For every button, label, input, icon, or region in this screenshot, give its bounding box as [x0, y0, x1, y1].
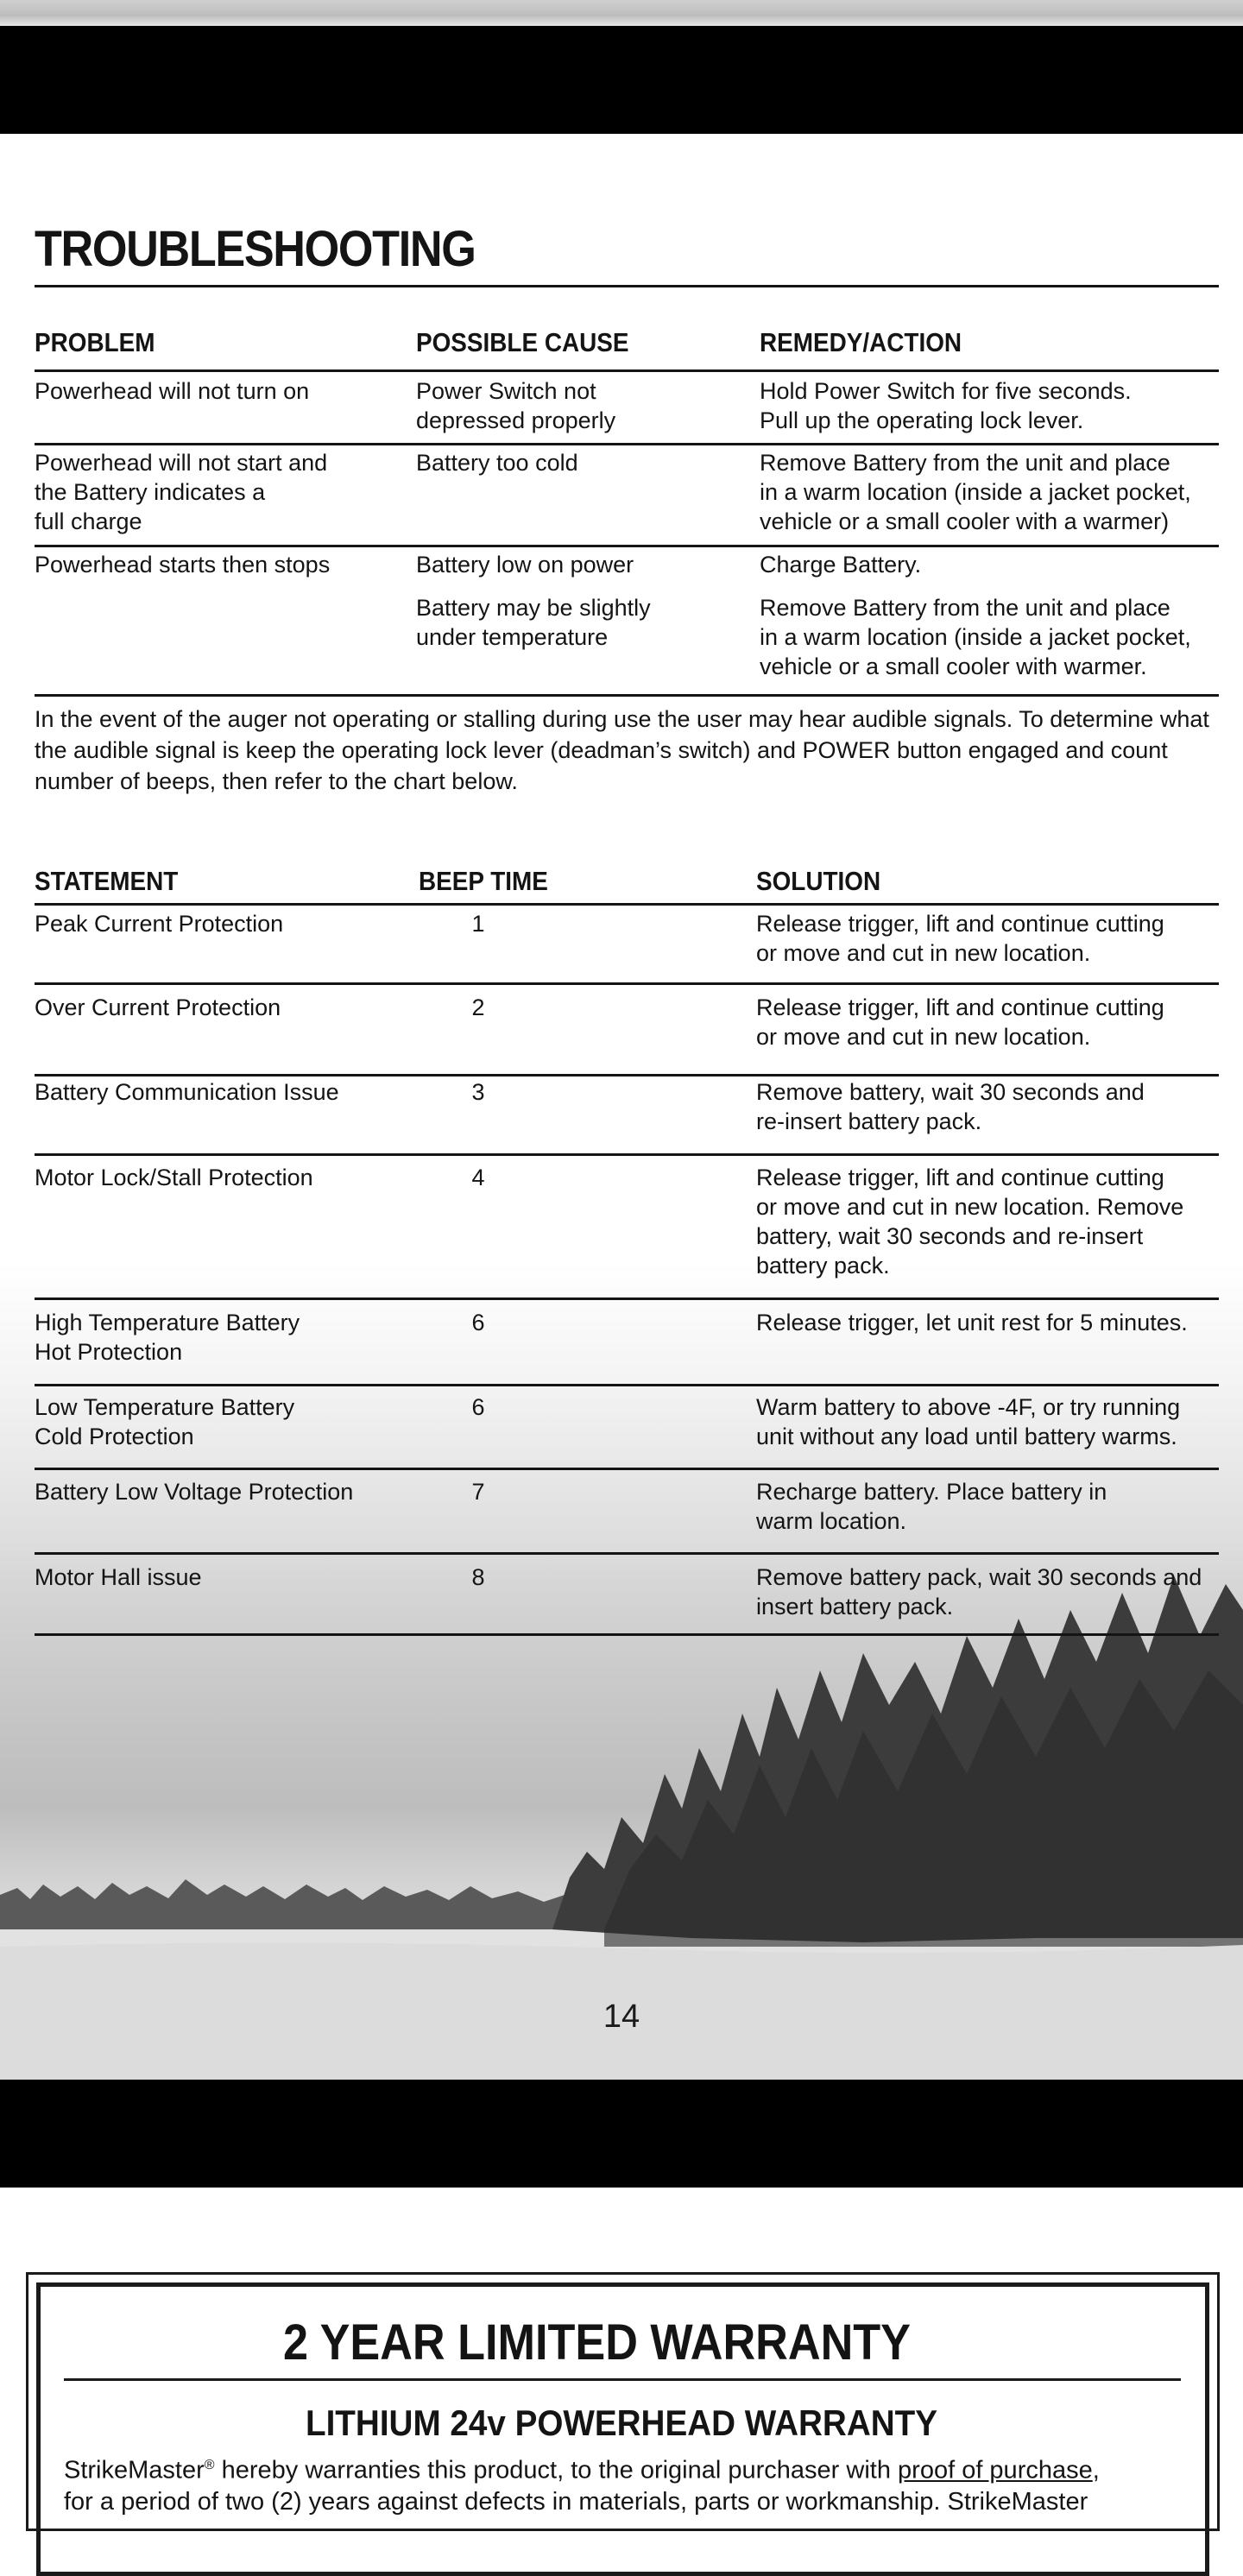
table-rule [35, 369, 1219, 372]
remedy-cell: Remove Battery from the unit and place in a warm location (inside a jacket pocket, vehicle or a small cooler with warmer. [760, 595, 1191, 679]
problem-cell: Powerhead will not turn on [35, 378, 310, 404]
warranty-line-2: for a period of two (2) years against defects in materials, parts or workmanship. StrikeMaster [64, 2487, 1088, 2516]
cause-cell: Battery too cold [416, 450, 578, 476]
table-rule [35, 903, 1219, 906]
page-number: 14 [603, 1998, 640, 2035]
table-rule [35, 1552, 1219, 1555]
cause-cell: Battery may be slightly under temperature [416, 595, 651, 650]
remedy-cell: Remove Battery from the unit and place in a warm location (inside a jacket pocket, vehicle or a small cooler with a warmer) [760, 450, 1191, 534]
beep-count: 6 [471, 1310, 485, 1335]
table-rule [35, 1153, 1219, 1156]
solution-cell: Remove battery pack, wait 30 seconds and insert battery pack. [756, 1564, 1202, 1619]
problem-cell: Powerhead starts then stops [35, 552, 331, 578]
solution-cell: Recharge battery. Place battery in warm location. [756, 1479, 1107, 1534]
cause-cell: Power Switch not depressed properly [416, 378, 616, 433]
remedy-cell: Hold Power Switch for five seconds. Pull up the operating lock lever. [760, 378, 1132, 433]
solution-cell: Release trigger, lift and continue cutting or move and cut in new location. Remove battery, wait 30 seconds and re-insert battery pack. [756, 1165, 1184, 1279]
solution-cell: Release trigger, let unit rest for 5 minutes. [756, 1310, 1188, 1335]
table-rule [35, 443, 1219, 445]
beep-count: 4 [471, 1165, 485, 1190]
statement-cell: High Temperature Battery Hot Protection [35, 1310, 300, 1365]
column-header-beep-time: BEEP TIME [419, 866, 548, 896]
column-header-solution: SOLUTION [756, 866, 881, 896]
remedy-cell: Charge Battery. [760, 552, 922, 578]
statement-cell: Battery Low Voltage Protection [35, 1479, 354, 1505]
table-rule [35, 1384, 1219, 1386]
audible-signal-paragraph: In the event of the auger not operating or stalling during use the user may hear audible signals. To determine what the audible signal is keep the operating lock lever (deadman’s switch) and POWER button engaged and count number of beeps, then refer to the chart below. [35, 706, 1209, 794]
statement-cell: Low Temperature Battery Cold Protection [35, 1394, 295, 1449]
title-rule [35, 285, 1219, 287]
table-rule [35, 1297, 1219, 1300]
solution-cell: Release trigger, lift and continue cutting or move and cut in new location. [756, 994, 1164, 1050]
table-rule [35, 1633, 1219, 1636]
table-rule [35, 982, 1219, 985]
solution-cell: Release trigger, lift and continue cutting or move and cut in new location. [756, 911, 1164, 966]
beep-count: 8 [471, 1564, 485, 1590]
statement-cell: Over Current Protection [35, 994, 281, 1020]
table-rule [35, 1468, 1219, 1470]
page-separator-bar [0, 26, 1243, 134]
brand-name: StrikeMaster [64, 2456, 205, 2484]
column-header-statement: STATEMENT [35, 866, 179, 896]
solution-cell: Remove battery, wait 30 seconds and re-insert battery pack. [756, 1079, 1145, 1134]
warranty-title: 2 YEAR LIMITED WARRANTY [282, 2314, 911, 2371]
beep-count: 7 [471, 1479, 485, 1505]
beep-count: 6 [471, 1394, 485, 1420]
column-header-cause: POSSIBLE CAUSE [416, 327, 629, 357]
page-title: TROUBLESHOOTING [35, 221, 476, 277]
warranty-subtitle: LITHIUM 24v POWERHEAD WARRANTY [305, 2402, 938, 2443]
warranty-title-rule [64, 2378, 1181, 2381]
cause-cell: Battery low on power [416, 552, 634, 578]
statement-cell: Motor Lock/Stall Protection [35, 1165, 313, 1190]
column-header-remedy: REMEDY/ACTION [760, 327, 962, 357]
statement-cell: Motor Hall issue [35, 1564, 202, 1590]
page-top-edge [0, 0, 1243, 26]
solution-cell: Warm battery to above -4F, or try running unit without any load until battery warms. [756, 1394, 1181, 1449]
registered-mark: ® [204, 2458, 215, 2472]
table-rule [35, 545, 1219, 547]
proof-of-purchase-text: proof of purchase [898, 2456, 1093, 2484]
warranty-body [64, 2450, 1181, 2517]
table-rule [35, 694, 1219, 697]
table-rule [35, 1074, 1219, 1076]
column-header-problem: PROBLEM [35, 327, 155, 357]
problem-cell: Powerhead will not start and the Battery indicates a full charge [35, 450, 328, 534]
manual-page [0, 134, 1243, 2080]
page-separator-bar [0, 2080, 1243, 2188]
warranty-text-end: , [1092, 2456, 1100, 2484]
beep-count: 1 [471, 911, 485, 937]
beep-count: 3 [471, 1079, 485, 1105]
warranty-text: hereby warranties this product, to the original purchaser with [214, 2456, 899, 2484]
statement-cell: Battery Communication Issue [35, 1079, 339, 1105]
statement-cell: Peak Current Protection [35, 911, 284, 937]
beep-count: 2 [471, 994, 485, 1020]
